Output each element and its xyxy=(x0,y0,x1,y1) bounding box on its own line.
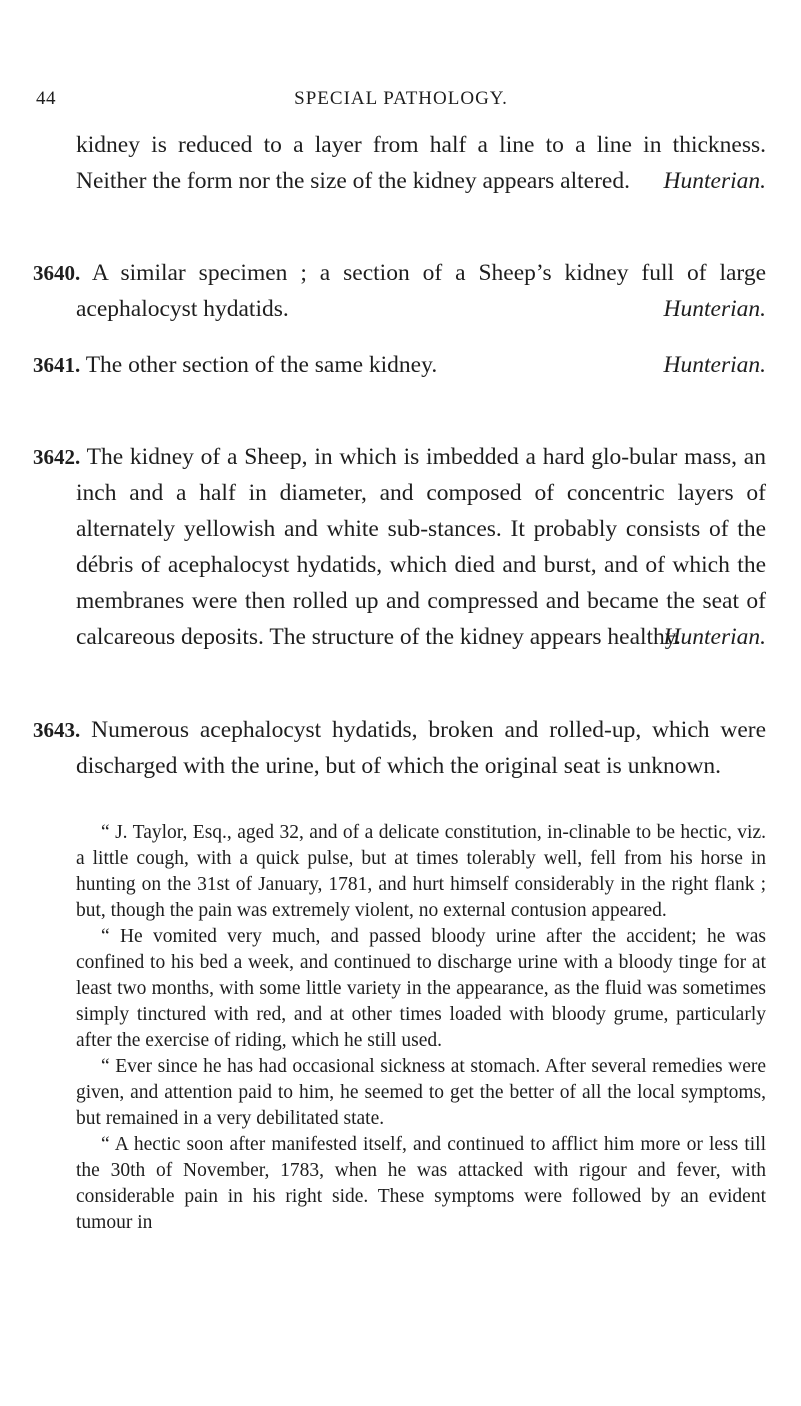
quote-paragraph: “ A hectic soon after manifested itself, and continued to afflict him more or less till the 30th of November, 1783, when he was attacked with rigour and fever, with considerable pain in his right side. These symptoms were followed by an evident tumour in xyxy=(76,1134,766,1233)
entry-continuation xyxy=(76,127,766,199)
entry-text: kidney is reduced to a layer from half a line to a line in thickness. Neither the form nor the size of the kidney appears altered. xyxy=(76,132,766,194)
entry-source: Hunterian. xyxy=(663,352,766,378)
page-number: 44 xyxy=(36,88,56,109)
entry-source: Hunterian. xyxy=(663,168,766,194)
entry-number: 3642. xyxy=(33,445,81,469)
quote-paragraph: “ He vomited very much, and passed bloody urine after the accident; he was confined to his bed a week, and continued to discharge urine with a bloody tinge for at least two months, with some little variety in the appearance, as the fluid was sometimes simply tinctured with red, and at other times loaded with bloody grume, particularly after the exercise of riding, which he still used. xyxy=(76,926,766,1051)
case-quotation xyxy=(76,820,766,1236)
entry-3641 xyxy=(33,347,766,383)
entry-source: Hunterian. xyxy=(663,624,766,650)
entry-3642 xyxy=(33,439,766,655)
entry-text: Numerous acephalocyst hydatids, broken and rolled-up, which were discharged with the urine, but of which the original seat is unknown. xyxy=(76,717,767,779)
quote-paragraph: “ J. Taylor, Esq., aged 32, and of a delicate constitution, in-clinable to be hectic, viz. a little cough, with a quick pulse, but at times tolerably well, fell from his horse in hunting on the 31st of January, 1781, and hurt himself considerably in the right flank ; but, though the pain was extremely violent, no external contusion appeared. xyxy=(76,822,766,921)
entry-3643 xyxy=(33,712,766,784)
entry-3640 xyxy=(33,255,766,327)
entry-text: A similar specimen ; a section of a Sheep’s kidney full of large acephalocyst hydatids. xyxy=(76,260,766,322)
entry-source: Hunterian. xyxy=(663,296,766,322)
entry-text: The other section of the same kidney. xyxy=(85,352,438,378)
entry-text: The kidney of a Sheep, in which is imbedded a hard glo-bular mass, an inch and a half in diameter, and composed of concentric layers of alternately yellowish and white sub-stances. It probably consists of the débris of acephalocyst hydatids, which died and burst, and of which the membranes were then rolled up and compressed and became the seat of calcareous deposits. The structure of the kidney appears healthy. xyxy=(76,444,766,650)
running-head xyxy=(36,88,766,116)
entry-number: 3640. xyxy=(33,261,81,285)
entry-number: 3641. xyxy=(33,353,81,377)
entry-number: 3643. xyxy=(33,718,81,742)
running-title: SPECIAL PATHOLOGY. xyxy=(294,88,508,109)
quote-paragraph: “ Ever since he has had occasional sickness at stomach. After several remedies were given, and attention paid to him, he seemed to get the better of all the local symptoms, but remained in a very debilitated state. xyxy=(76,1056,766,1129)
